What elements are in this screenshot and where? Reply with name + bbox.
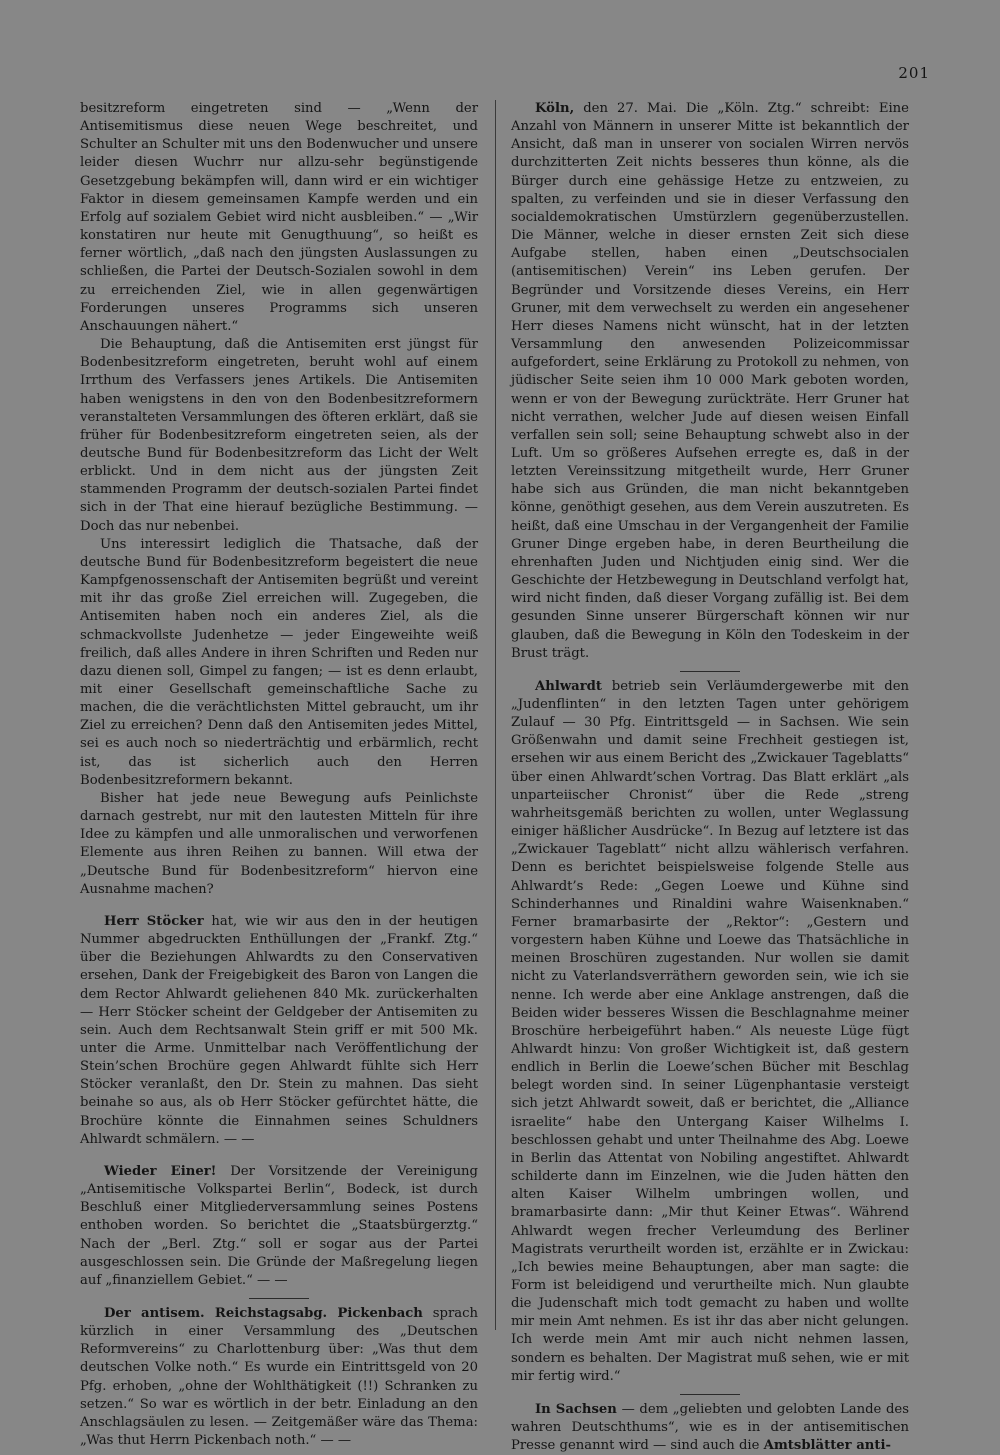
news-item-heading: In Sachsen xyxy=(535,1401,617,1417)
news-item xyxy=(80,1163,478,1290)
news-item-body: sprach kürzlich in einer Versammlung des „Deutschen Reformvereins“ zu Charlottenburg über: „Was thut dem deutschen Volke noth.“ Es wurde ein Eintrittsgeld von 20 Pfg. erhoben, „ohne der Wohlthätigkeit (!!) Schranken zu setzen.“ So war es wörtlich in der betr. Einladung an den Anschlagsäulen zu lesen. — Zeitgemäßer wäre das Thema: „Was thut Herrn Pickenbach noth.“ — — xyxy=(80,1306,479,1449)
news-item-tail: Amtsblätter anti- xyxy=(763,1438,891,1454)
news-item xyxy=(511,678,909,1386)
left-column xyxy=(80,100,478,1450)
section-separator xyxy=(680,671,740,672)
news-item-body: Der Vorsitzende der Vereinigung „Antisemitische Volkspartei Berlin“, Bodeck, ist durch Beschluß einer Mitgliederversammlung seines Postens enthoben worden. So berichtet die „Staatsbürgerztg.“ Nach der „Berl. Ztg.“ soll er sogar aus der Partei ausgeschlossen sein. Die Gründe der Maßregelung liegen auf „finanziellem Gebiet.“ — — xyxy=(80,1163,478,1288)
news-item-heading: Köln, xyxy=(535,101,575,116)
news-item-body: betrieb sein Verläumdergewerbe mit den „Judenflinten“ in den letzten Tagen unter gehörigem Zulauf — 30 Pfg. Eintrittsgeld — in Sachsen. Wie sein Größenwahn und damit seine Frechheit gestiegen ist, ersehen wir aus einem Bericht des „Zwickauer Tageblatts“ über einen Ahlwardt’schen Vortrag. Das Blatt erklärt „als unparteiischer Chronist“ über die Rede „streng wahrheitsgemäß berichten zu wollen, unter Weglassung einiger häßlicher Ausdrücke“. In Bezug auf letztere ist das „Zwickauer Tageblatt“ nicht allzu wählerisch verfahren. Denn es berichtet beispielsweise folgende Stelle aus Ahlwardt’s Rede: „Gegen Loewe und Kühne sind Schinderhannes und Rinaldini wahre Waisenknaben.“ Ferner bramarbasirte der „Rektor“: „Gestern und vorgestern haben Kühne und Loewe das Thatsächliche in meinen Broschüren zugestanden. Nur wollen sie damit nicht zu Vaterlandsverräthern geworden sein, wie ich sie nenne. Ich werde aber eine Anklage anstrengen, daß die Beiden wider besseres Wissen die Beschlagnahme meiner Broschüre herbeigeführt haben.“ Als neueste Lüge fügt Ahlwardt hinzu: Von großer Wichtigkeit ist, daß gestern endlich in Berlin die Loewe’schen Bücher mit Beschlag belegt worden sind. In seiner Lügenphantasie versteigt sich jetzt Ahlwardt soweit, daß er berichtet, die „Alliance israelite“ habe den Untergang Kaiser Wilhelms I. beschlossen gehabt und unter Theilnahme des Abg. Loewe in Berlin das Attentat von Nobiling angestiftet. Ahlwardt schilderte dann im Einzelnen, wie die Juden hätten den alten Kaiser Wilhelm umbringen wollen, und bramarbasirte dann: „Mir thut Keiner Etwas“. Während Ahlwardt wegen frecher Verleumdung des Berliner Magistrats verurtheilt worden ist, erzählte er in Zwickau: „Ich bewies meine Behauptungen, aber man sagte: die Form ist beleidigend und verurtheilte mich. Nun glaubte die Judenschaft mich todt gemacht zu haben und wollte mir mein Amt nehmen. Es ist ihr das aber nicht gelungen. Ich werde mein Amt mir auch nicht nehmen lassen, sondern es behalten. Der Magistrat muß sehen, wie er mit mir fertig wird.“ xyxy=(511,678,909,1384)
news-item-heading: Herr Stöcker xyxy=(104,913,204,929)
section-separator xyxy=(680,1394,740,1395)
news-item-body: — dem „geliebten und gelobten Lande des wahren Deutschthums“, wie es in der antisemitischen Presse genannt wird — sind auch die xyxy=(511,1401,909,1454)
news-item xyxy=(511,100,909,663)
news-item-body: den 27. Mai. Die „Köln. Ztg.“ schreibt: Eine Anzahl von Männern in unserer Mitte ist bekanntlich der Ansicht, daß man in unserer von socialen Wirren nervös durchzitterten Zeit nichts besseres thun könne, als die Bürger durch eine gehässige Hetze zu entzweien, zu spalten, zu verfeinden und sie in dieser Verfassung den socialdemokratischen Umstürzlern gegenüberzustellen. Die Männer, welche in dieser ernsten Zeit sich diese Aufgabe stellen, haben einen „Deutschsocialen (antisemitischen) Verein“ ins Leben gerufen. Der Begründer und Vorsitzende dieses Vereins, ein Herr Gruner, mit dem verwechselt zu werden ein angesehener Herr dieses Namens nicht wünscht, hat in der letzten Versammlung den anwesenden Polizeicommissar aufgefordert, seine Erklärung zu Protokoll zu nehmen, von jüdischer Seite seien ihm 10 000 Mark geboten worden, wenn er von der Bewegung zurückträte. Herr Gruner hat nicht verrathen, welcher Jude auf diesen weisen Einfall verfallen sein soll; seine Behauptung schwebt also in der Luft. Um so größeres Aufsehen erregte es, daß in der letzten Vereinssitzung mitgetheilt wurde, Herr Gruner habe sich aus Gründen, die man nicht bekanntgeben könne, genöthigt gesehen, aus dem Verein auszutreten. Es heißt, daß eine Umschau in der Vergangenheit der Familie Gruner Dinge ergeben habe, in deren Beurtheilung die ehrenhaften Juden und Nichtjuden einig sind. Wer die Geschichte der Hetzbewegung in Deutschland verfolgt hat, wird nicht finden, daß dieser Vorgang zufällig ist. Bei dem gesunden Sinne unserer Bürgerschaft können wir nur glauben, daß die Bewegung in Köln den Todeskeim in der Brust trägt. xyxy=(511,101,909,661)
news-item-heading: Ahlwardt xyxy=(535,678,602,694)
news-item-heading: Wieder Einer! xyxy=(104,1163,217,1179)
right-column xyxy=(511,100,909,1455)
news-item-heading: Der antisem. Reichstagsabg. Pickenbach xyxy=(104,1306,423,1321)
section-separator xyxy=(249,1298,309,1299)
column-divider xyxy=(495,100,496,1330)
paragraph: Uns interessirt lediglich die Thatsache, daß der deutsche Bund für Bodenbesitzreform begeistert die neue Kampfgenossenschaft der Antisemiten begrüßt und vereint mit ihr das große Ziel erreichen will. Zugegeben, die Antisemiten haben noch ein anderes Ziel, als die schmackvollste Judenhetze — jeder Eingeweihte weiß freilich, daß alles Andere in ihren Schriften und Reden nur dazu dienen soll, Gimpel zu fangen; — ist es denn erlaubt, mit einer Gesellschaft gemeinschaftliche Sache zu machen, die die verächtlichsten Mittel gebraucht, um ihr Ziel zu erreichen? Denn daß den Antisemiten jedes Mittel, sei es auch noch so niederträchtig und erbärmlich, recht ist, das ist sicherlich auch den Herren Bodenbesitzreformern bekannt. xyxy=(80,536,478,788)
news-item xyxy=(80,1305,478,1450)
news-item xyxy=(80,913,478,1149)
paragraph: Bisher hat jede neue Bewegung aufs Peinlichste darnach gestrebt, nur mit den lautesten Mitteln für ihre Idee zu kämpfen und alle unmoralischen und verworfenen Elemente aus ihren Reihen zu bannen. Will etwa der „Deutsche Bund für Bodenbesitzreform“ hiervon eine Ausnahme machen? xyxy=(80,790,478,897)
news-item xyxy=(511,1401,909,1455)
page-number: 201 xyxy=(898,64,930,82)
article-continuation: besitzreform eingetreten sind — „Wenn der Antisemitismus diese neuen Wege beschreitet, und Schulter an Schulter mit uns den Bodenwucher und unsere leider diesen Wuchrr nur allzu-sehr begünstigende Gesetzgebung bekämpfen will, dann wird er ein wichtiger Faktor in diesem gemeinsamen Kampfe werden und ein Erfolg auf sozialem Gebiet wird nicht ausbleiben.“ — „Wir konstatiren nur heute mit Genugthuung“, so heißt es ferner wörtlich, „daß nach den jüngsten Auslassungen zu schließen, die Partei der Deutsch-Sozialen sowohl in dem zu erreichenden Ziel, wie in allen gegenwärtigen Forderungen unseres Programms sich unseren Anschauungen nähert.“ xyxy=(80,101,478,334)
news-item-body: hat, wie wir aus den in der heutigen Nummer abgedruckten Enthüllungen der „Frankf. Ztg.“ über die Beziehungen Ahlwardts zu den Conservativen ersehen, Dank der Freigebigkeit des Baron von Langen die dem Rector Ahlwardt geliehenen 840 Mk. zurückerhalten — Herr Stöcker scheint der Geldgeber der Antisemiten zu sein. Auch dem Rechtsanwalt Stein griff er mit 500 Mk. unter die Arme. Unmittelbar nach Veröffentlichung der Stein’schen Brochüre gegen Ahlwardt fühlte sich Herr Stöcker veranlaßt, den Dr. Stein zu mahnen. Das sieht beinahe so aus, als ob Herr Stöcker gefürchtet hätte, die Brochüre könnte die Einnahmen seines Schuldners Ahlwardt schmälern. — — xyxy=(80,913,478,1147)
paragraph: Die Behauptung, daß die Antisemiten erst jüngst für Bodenbesitzreform eingetreten, beruht wohl auf einem Irrthum des Verfassers jenes Artikels. Die Antisemiten haben wenigstens in den von den Bodenbesitzreformern veranstalteten Versammlungen des öfteren erklärt, daß sie früher für Bodenbesitzreform eingetreten seien, als der deutsche Bund für Bodenbesitzreform das Licht der Welt erblickt. Und in dem nicht aus der jüngsten Zeit stammenden Programm der deutsch-sozialen Partei findet sich in der That eine hierauf bezügliche Bestimmung. — Doch das nur nebenbei. xyxy=(80,337,478,534)
